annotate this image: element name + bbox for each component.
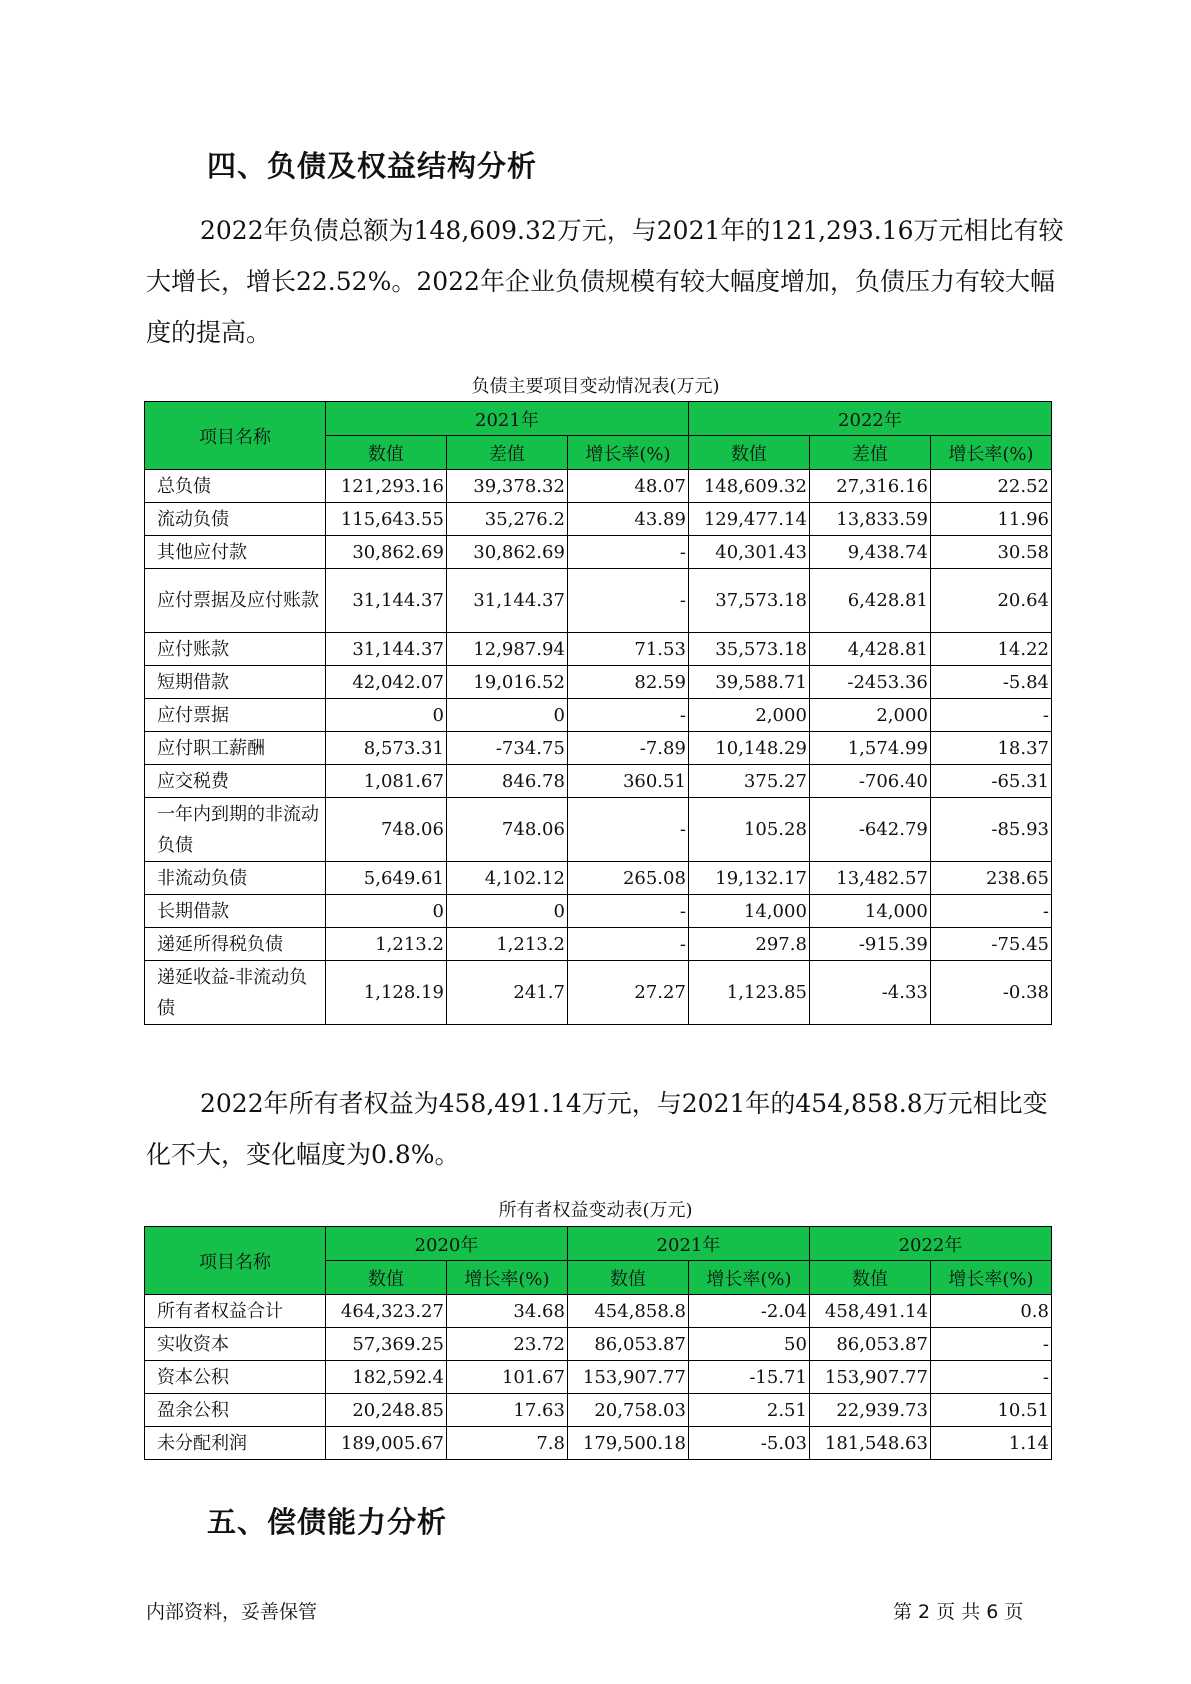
table-row	[145, 1361, 1052, 1394]
value-cell: 1,574.99	[809, 732, 930, 765]
value-cell: -642.79	[809, 798, 930, 862]
equity-table-caption: 所有者权益变动表(万元)	[498, 1200, 693, 1221]
value-cell: 13,482.57	[809, 862, 930, 895]
value-cell: 1,213.2	[325, 928, 446, 961]
value-cell: -	[567, 699, 688, 732]
subheader-cell: 数值	[688, 436, 809, 470]
value-cell: -2453.36	[809, 666, 930, 699]
value-cell: 20,758.03	[567, 1394, 688, 1427]
row-label: 长期借款	[145, 895, 326, 928]
value-cell: 34.68	[446, 1295, 567, 1328]
value-cell: 31,144.37	[446, 569, 567, 633]
table-row	[145, 503, 1052, 536]
value-cell: 105.28	[688, 798, 809, 862]
value-cell: 153,907.77	[567, 1361, 688, 1394]
value-cell: -706.40	[809, 765, 930, 798]
equity-change-table	[144, 1226, 1052, 1460]
value-cell: 297.8	[688, 928, 809, 961]
subheader-cell: 数值	[325, 1261, 446, 1295]
value-cell: 0	[325, 895, 446, 928]
row-label: 非流动负债	[145, 862, 326, 895]
row-label: 应付票据及应付账款	[145, 569, 326, 633]
value-cell: 0	[325, 699, 446, 732]
value-cell: 2.51	[688, 1394, 809, 1427]
table-row	[145, 1295, 1052, 1328]
subheader-cell: 增长率(%)	[930, 1261, 1051, 1295]
value-cell: 27.27	[567, 961, 688, 1025]
value-cell: 86,053.87	[567, 1328, 688, 1361]
value-cell: 50	[688, 1328, 809, 1361]
value-cell: 30.58	[930, 536, 1051, 569]
value-cell: 40,301.43	[688, 536, 809, 569]
value-cell: 748.06	[325, 798, 446, 862]
value-cell: -	[930, 895, 1051, 928]
value-cell: -	[567, 895, 688, 928]
subheader-cell: 数值	[325, 436, 446, 470]
table-row	[145, 798, 1052, 862]
value-cell: 30,862.69	[325, 536, 446, 569]
header-item-name: 项目名称	[145, 1227, 326, 1295]
value-cell: 27,316.16	[809, 470, 930, 503]
table-row	[145, 699, 1052, 732]
value-cell: 458,491.14	[809, 1295, 930, 1328]
value-cell: 238.65	[930, 862, 1051, 895]
equity-summary-paragraph	[146, 1078, 1066, 1180]
value-cell: 20,248.85	[325, 1394, 446, 1427]
value-cell: 31,144.37	[325, 569, 446, 633]
value-cell: 1,213.2	[446, 928, 567, 961]
table-row	[145, 1427, 1052, 1460]
value-cell: 14,000	[688, 895, 809, 928]
value-cell: -2.04	[688, 1295, 809, 1328]
value-cell: 20.64	[930, 569, 1051, 633]
subheader-cell: 差值	[446, 436, 567, 470]
value-cell: -	[930, 699, 1051, 732]
value-cell: 241.7	[446, 961, 567, 1025]
table-row	[145, 732, 1052, 765]
value-cell: 39,378.32	[446, 470, 567, 503]
value-cell: -915.39	[809, 928, 930, 961]
row-label: 短期借款	[145, 666, 326, 699]
value-cell: 14.22	[930, 633, 1051, 666]
value-cell: 5,649.61	[325, 862, 446, 895]
row-label: 未分配利润	[145, 1427, 326, 1460]
subheader-cell: 增长率(%)	[446, 1261, 567, 1295]
row-label: 应付账款	[145, 633, 326, 666]
value-cell: 12,987.94	[446, 633, 567, 666]
value-cell: 22,939.73	[809, 1394, 930, 1427]
row-label: 其他应付款	[145, 536, 326, 569]
value-cell: 0	[446, 895, 567, 928]
row-label: 应付职工薪酬	[145, 732, 326, 765]
value-cell: 1.14	[930, 1427, 1051, 1460]
liability-summary-paragraph	[146, 205, 1066, 358]
header-year: 2022年	[809, 1227, 1051, 1261]
value-cell: -734.75	[446, 732, 567, 765]
value-cell: -85.93	[930, 798, 1051, 862]
value-cell: -0.38	[930, 961, 1051, 1025]
subheader-cell: 增长率(%)	[930, 436, 1051, 470]
row-label: 盈余公积	[145, 1394, 326, 1427]
table-row	[145, 961, 1052, 1025]
subheader-cell: 增长率(%)	[567, 436, 688, 470]
row-label: 应付票据	[145, 699, 326, 732]
liability-summary-text: 2022年负债总额为148,609.32万元，与2021年的121,293.16万元相比有较大增长，增长22.52%。2022年企业负债规模有较大幅度增加，负债压力有较大幅度的提高。	[146, 216, 1064, 347]
value-cell: 2,000	[809, 699, 930, 732]
value-cell: -5.03	[688, 1427, 809, 1460]
value-cell: 11.96	[930, 503, 1051, 536]
row-label: 递延收益-非流动负债	[145, 961, 326, 1025]
value-cell: 17.63	[446, 1394, 567, 1427]
value-cell: 181,548.63	[809, 1427, 930, 1460]
row-label: 递延所得税负债	[145, 928, 326, 961]
table-row	[145, 569, 1052, 633]
value-cell: 115,643.55	[325, 503, 446, 536]
value-cell: 748.06	[446, 798, 567, 862]
table-row	[145, 536, 1052, 569]
value-cell: 22.52	[930, 470, 1051, 503]
value-cell: 31,144.37	[325, 633, 446, 666]
value-cell: -7.89	[567, 732, 688, 765]
value-cell: 9,438.74	[809, 536, 930, 569]
value-cell: 48.07	[567, 470, 688, 503]
value-cell: 13,833.59	[809, 503, 930, 536]
header-year: 2021年	[567, 1227, 809, 1261]
table-row	[145, 666, 1052, 699]
footer-confidential-note: 内部资料，妥善保管	[146, 1601, 318, 1623]
value-cell: 18.37	[930, 732, 1051, 765]
row-label: 实收资本	[145, 1328, 326, 1361]
table-row	[145, 633, 1052, 666]
value-cell: -	[567, 536, 688, 569]
value-cell: 454,858.8	[567, 1295, 688, 1328]
table-row	[145, 895, 1052, 928]
value-cell: 0	[446, 699, 567, 732]
header-year-2021: 2021年	[325, 402, 688, 436]
row-label: 流动负债	[145, 503, 326, 536]
value-cell: -	[567, 569, 688, 633]
liability-table-caption: 负债主要项目变动情况表(万元)	[471, 376, 720, 397]
section-5-heading: 五、偿债能力分析	[207, 1505, 448, 1539]
table-row	[145, 928, 1052, 961]
table-row	[145, 1328, 1052, 1361]
value-cell: 82.59	[567, 666, 688, 699]
value-cell: -5.84	[930, 666, 1051, 699]
row-label: 所有者权益合计	[145, 1295, 326, 1328]
value-cell: 360.51	[567, 765, 688, 798]
row-label: 资本公积	[145, 1361, 326, 1394]
table-row	[145, 862, 1052, 895]
value-cell: 1,128.19	[325, 961, 446, 1025]
value-cell: -65.31	[930, 765, 1051, 798]
value-cell: 14,000	[809, 895, 930, 928]
subheader-cell: 数值	[567, 1261, 688, 1295]
value-cell: 19,016.52	[446, 666, 567, 699]
table-row	[145, 470, 1052, 503]
value-cell: 375.27	[688, 765, 809, 798]
subheader-cell: 差值	[809, 436, 930, 470]
value-cell: 7.8	[446, 1427, 567, 1460]
value-cell: 2,000	[688, 699, 809, 732]
value-cell: 37,573.18	[688, 569, 809, 633]
value-cell: -4.33	[809, 961, 930, 1025]
value-cell: 19,132.17	[688, 862, 809, 895]
value-cell: 129,477.14	[688, 503, 809, 536]
value-cell: 4,428.81	[809, 633, 930, 666]
value-cell: 189,005.67	[325, 1427, 446, 1460]
row-label: 一年内到期的非流动负债	[145, 798, 326, 862]
value-cell: 101.67	[446, 1361, 567, 1394]
value-cell: 265.08	[567, 862, 688, 895]
value-cell: 148,609.32	[688, 470, 809, 503]
header-year: 2020年	[325, 1227, 567, 1261]
value-cell: 846.78	[446, 765, 567, 798]
equity-summary-text: 2022年所有者权益为458,491.14万元，与2021年的454,858.8万元相比变化不大，变化幅度为0.8%。	[146, 1089, 1048, 1169]
value-cell: 4,102.12	[446, 862, 567, 895]
value-cell: 1,123.85	[688, 961, 809, 1025]
liability-change-table	[144, 401, 1052, 1025]
value-cell: -75.45	[930, 928, 1051, 961]
header-year-2022: 2022年	[688, 402, 1051, 436]
value-cell: 179,500.18	[567, 1427, 688, 1460]
subheader-cell: 数值	[809, 1261, 930, 1295]
value-cell: 8,573.31	[325, 732, 446, 765]
table-row	[145, 1394, 1052, 1427]
value-cell: 30,862.69	[446, 536, 567, 569]
section-4-heading: 四、负债及权益结构分析	[207, 149, 538, 183]
value-cell: 6,428.81	[809, 569, 930, 633]
value-cell: 10,148.29	[688, 732, 809, 765]
value-cell: 35,276.2	[446, 503, 567, 536]
header-item-name: 项目名称	[145, 402, 326, 470]
row-label: 总负债	[145, 470, 326, 503]
value-cell: 43.89	[567, 503, 688, 536]
value-cell: 86,053.87	[809, 1328, 930, 1361]
value-cell: 23.72	[446, 1328, 567, 1361]
value-cell: 121,293.16	[325, 470, 446, 503]
value-cell: 182,592.4	[325, 1361, 446, 1394]
subheader-cell: 增长率(%)	[688, 1261, 809, 1295]
value-cell: -	[567, 798, 688, 862]
value-cell: 464,323.27	[325, 1295, 446, 1328]
value-cell: -	[567, 928, 688, 961]
value-cell: 71.53	[567, 633, 688, 666]
value-cell: -	[930, 1328, 1051, 1361]
value-cell: 42,042.07	[325, 666, 446, 699]
footer-page-number: 第 2 页 共 6 页	[893, 1601, 1024, 1623]
value-cell: -15.71	[688, 1361, 809, 1394]
value-cell: -	[930, 1361, 1051, 1394]
value-cell: 153,907.77	[809, 1361, 930, 1394]
row-label: 应交税费	[145, 765, 326, 798]
value-cell: 0.8	[930, 1295, 1051, 1328]
value-cell: 1,081.67	[325, 765, 446, 798]
table-row	[145, 765, 1052, 798]
value-cell: 57,369.25	[325, 1328, 446, 1361]
value-cell: 10.51	[930, 1394, 1051, 1427]
value-cell: 35,573.18	[688, 633, 809, 666]
value-cell: 39,588.71	[688, 666, 809, 699]
